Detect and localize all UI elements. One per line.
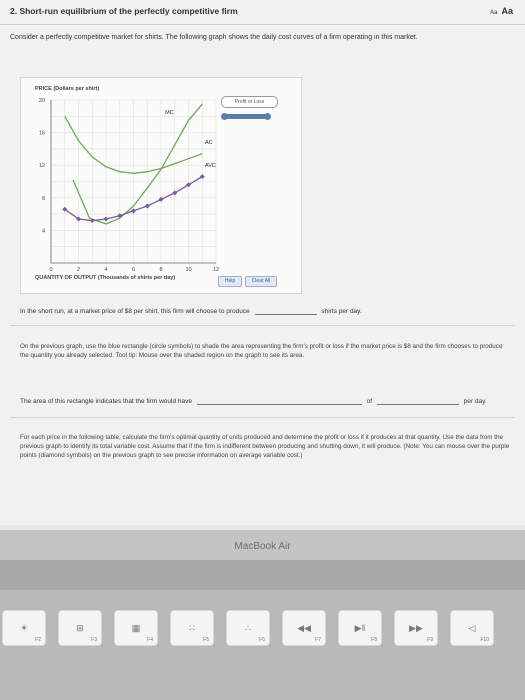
key-label: F10: [480, 637, 489, 643]
font-size-control[interactable]: [490, 6, 513, 16]
x-tick-label: 0: [49, 267, 53, 273]
x-tick-label: 2: [76, 267, 81, 273]
help-button[interactable]: Help: [218, 276, 242, 287]
question2-instructions: On the previous graph, use the blue rectangle (circle symbols) to shade the area representing the firm's profit or loss if the market price is $8 and the firm chooses to produce the quantity you already selected. Tool tip: Mouse over the shaded region on the graph to see its area.: [20, 343, 503, 359]
key-label: F2: [35, 637, 41, 643]
x-tick-label: 10: [185, 267, 192, 273]
question2-text: The area of this rectangle indicates that the firm would have: [20, 398, 192, 405]
x-axis-label: QUANTITY OF OUTPUT (Thousands of shirts per day): [35, 275, 176, 281]
function-key[interactable]: [226, 610, 270, 646]
curve-label: AVC: [205, 162, 216, 169]
avc-point[interactable]: [131, 208, 136, 213]
y-tick-label: 20: [38, 98, 45, 104]
function-key[interactable]: [338, 610, 382, 646]
key-label: F6: [259, 637, 265, 643]
key-glyph: ▶▶: [409, 623, 423, 633]
curve-label: MC: [165, 109, 174, 116]
question2-of: of: [366, 398, 373, 405]
question-title: 2. Short-run equilibrium of the perfectly competitive firm: [10, 6, 238, 16]
function-key[interactable]: [2, 610, 46, 646]
intro-text: Consider a perfectly competitive market for shirts. The following graph shows the daily cost curves of a firm operating in this market.: [10, 34, 418, 41]
curve-label: AC: [205, 140, 213, 147]
rectangle-circle-symbol[interactable]: [264, 113, 271, 120]
quantity-dropdown[interactable]: [255, 307, 317, 315]
key-glyph: ◀◀: [297, 623, 311, 633]
y-tick-label: 4: [41, 228, 45, 235]
key-glyph: ⊞: [76, 623, 84, 633]
clear-all-button[interactable]: Clear All: [245, 276, 277, 287]
function-key[interactable]: [282, 610, 326, 646]
key-label: F5: [203, 637, 209, 643]
x-tick-label: 4: [104, 267, 108, 273]
function-key[interactable]: [114, 610, 158, 646]
question-header: [0, 0, 525, 25]
key-label: F3: [91, 637, 97, 643]
question1-text: In the short run, at a market price of $8 per shirt, this firm will choose to produce: [20, 308, 250, 315]
avc-point[interactable]: [145, 203, 150, 208]
avc-point[interactable]: [104, 216, 109, 221]
font-increase-button[interactable]: Aa: [501, 6, 513, 16]
profit-loss-label: Profit or Loss: [221, 96, 278, 108]
profit-loss-tool[interactable]: [221, 96, 279, 130]
divider: [10, 417, 515, 418]
function-key[interactable]: [58, 610, 102, 646]
y-tick-label: 12: [38, 163, 45, 170]
profit-loss-rectangle-tool[interactable]: [224, 114, 268, 119]
key-label: F7: [315, 637, 321, 643]
key-glyph: ◁: [468, 623, 476, 633]
key-glyph: ∴: [245, 623, 251, 633]
x-tick-label: 6: [131, 267, 136, 273]
key-label: F8: [371, 637, 377, 643]
question1-sentence: [20, 307, 362, 315]
font-decrease-button[interactable]: Aa: [490, 10, 498, 16]
brand-label: MacBook Air: [234, 541, 291, 552]
function-key[interactable]: [394, 610, 438, 646]
key-glyph: ☀: [19, 623, 29, 633]
rectangle-circle-symbol[interactable]: [221, 113, 228, 120]
key-glyph: ▶‖: [354, 623, 366, 633]
key-label: F9: [427, 637, 433, 643]
key-glyph: ▦: [131, 623, 141, 633]
key-glyph: ∷: [189, 623, 195, 633]
key-label: F4: [147, 637, 153, 643]
question-content: [0, 25, 525, 525]
question3-instructions: For each price in the following table, calculate the firm's optimal quantity of units produced and determine the profit or loss if it produces at that quantity. Use the data from the previous graph to identify its total variable cost. Assume that if the firm is indifferent between producing and shutting down, it will produce. (Note: You can mouse over the purple points (diamond symbols) on the previous graph to see precise information on average variable cost.): [20, 434, 510, 459]
profit-loss-dropdown[interactable]: [197, 397, 362, 405]
y-tick-label: 16: [38, 130, 45, 137]
amount-dropdown[interactable]: [377, 397, 459, 405]
function-key[interactable]: [170, 610, 214, 646]
function-key[interactable]: [450, 610, 494, 646]
y-axis-label: PRICE (Dollars per shirt): [35, 86, 100, 92]
question2-unit: per day.: [463, 398, 487, 405]
cost-curves-graph[interactable]: [20, 77, 302, 294]
x-tick-label: 8: [159, 267, 163, 273]
y-tick-label: 8: [41, 195, 45, 202]
question1-unit: shirts per day.: [321, 308, 362, 315]
divider: [10, 325, 515, 326]
x-tick-label: 12: [212, 267, 220, 273]
question2-sentence: [20, 397, 487, 405]
